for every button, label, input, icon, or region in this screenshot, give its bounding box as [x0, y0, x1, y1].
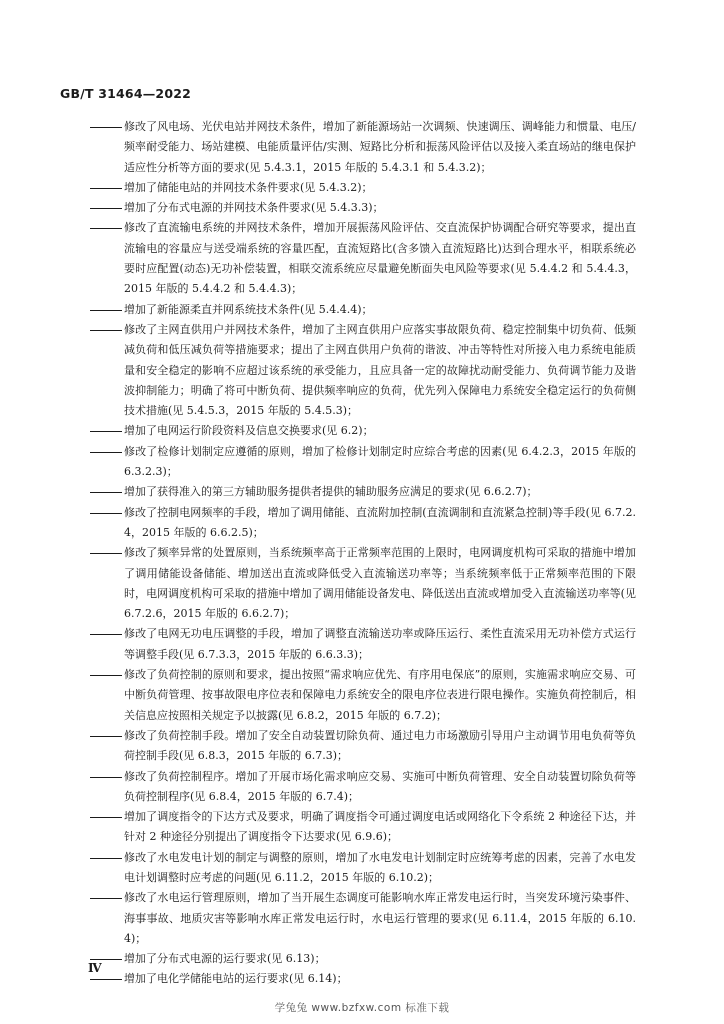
list-item-text: 增加了储能电站的并网技术条件要求(见 5.4.3.2)；: [124, 180, 373, 194]
list-item: [90, 726, 636, 767]
list-item: [90, 218, 636, 299]
list-item-text: 修改了负荷控制的原则和要求，提出按照“需求响应优先、有序用电保底”的原则，实施需求响应交易、可中断负荷管理、按事故限电序位表和保障电力系统安全的限电序位表进行限电操作。实施负荷控制后，相关信息应按照相关规定予以披露(见 6.8.2，2015 年版的 6.7.2)；: [124, 668, 636, 722]
list-item: [90, 949, 636, 969]
list-item: [90, 198, 636, 218]
list-item: [90, 807, 636, 848]
list-item: [90, 767, 636, 808]
list-item-text: 修改了频率异常的处置原则，当系统频率高于正常频率范围的上限时，电网调度机构可采取的措施中增加了调用储能设备储能、增加送出直流或降低受入直流输送功率等；当系统频率低于正常频率范围的下限时，电网调度机构可采取的措施中增加了调用储能设备发电、降低送出直流或增加受入直流输送功率等(见 6.7.2.6，2015 年版的 6.6.2.7)；: [124, 546, 636, 621]
list-item-text: 修改了风电场、光伏电站并网技术条件，增加了新能源场站一次调频、快速调压、调峰能力和惯量、电压/频率耐受能力、场站建模、电能质量评估/实测、短路比分析和振荡风险评估以及接入柔直场站的继电保护适应性分析等方面的要求(见 5.4.3.1，2015 年版的 5.4.3.1 和 5.4.3.2)；: [124, 120, 636, 174]
download-watermark: 学兔兔 www.bzfxw.com 标准下载: [274, 1002, 450, 1014]
list-item-text: 修改了直流输电系统的并网技术条件，增加开展振荡风险评估、交直流保护协调配合研究等要求，提出直流输电的容量应与送受端系统的容量匹配，直流短路比(含多馈入直流短路比)达到合理水平，相联系统必要时应配置(动态)无功补偿装置，相联交流系统应尽量避免断面失电风险等要求(见 5.4.4.2 和 5.4.4.3，2015 年版的 5.4.4.2 和 5.4.4.3)；: [124, 221, 636, 296]
list-item-text: 增加了分布式电源的并网技术条件要求(见 5.4.3.3)；: [124, 201, 384, 215]
list-item: [90, 320, 636, 421]
list-item-text: 增加了调度指令的下达方式及要求，明确了调度指令可通过调度电话或网络化下令系统 2 种途径下达，并针对 2 种途径分别提出了调度指令下达要求(见 6.9.6)；: [124, 810, 636, 844]
list-item-text: 增加了获得准入的第三方辅助服务提供者提供的辅助服务应满足的要求(见 6.6.2.7)；: [124, 485, 538, 499]
list-item: [90, 503, 636, 544]
list-item: [90, 543, 636, 624]
list-item: [90, 969, 636, 989]
list-item: [90, 665, 636, 726]
list-item: [90, 178, 636, 198]
list-item-text: 修改了电网无功电压调整的手段，增加了调整直流输送功率或降压运行、柔性直流采用无功补偿方式运行等调整手段(见 6.7.3.3，2015 年版的 6.6.3.3)；: [124, 627, 636, 661]
list-item: [90, 624, 636, 665]
list-item-text: 修改了检修计划制定应遵循的原则，增加了检修计划制定时应综合考虑的因素(见 6.4.2.3，2015 年版的 6.3.2.3)；: [124, 444, 636, 479]
list-item: [90, 117, 636, 178]
list-item: [90, 888, 636, 949]
list-item-text: 增加了电网运行阶段资料及信息交换要求(见 6.2)；: [124, 424, 374, 438]
standard-number: GB/T 31464—2022: [60, 86, 192, 101]
page-number: Ⅳ: [88, 961, 102, 975]
list-item-text: 增加了分布式电源的运行要求(见 6.13)；: [124, 952, 326, 966]
list-item-text: 修改了负荷控制程序。增加了开展市场化需求响应交易、实施可中断负荷管理、安全自动装置切除负荷等负荷控制程序(见 6.8.4，2015 年版的 6.7.4)；: [124, 769, 636, 803]
list-item-text: 修改了水电发电计划的制定与调整的原则，增加了水电发电计划制定时应统筹考虑的因素，完善了水电发电计划调整时应考虑的问题(见 6.11.2，2015 年版的 6.10.2)；: [124, 850, 636, 884]
list-item-text: 修改了控制电网频率的手段，增加了调用储能、直流附加控制(直流调制和直流紧急控制)等手段(见 6.7.2.4，2015 年版的 6.6.2.5)；: [124, 505, 636, 539]
list-item-text: 修改了主网直供用户并网技术条件，增加了主网直供用户应落实事故限负荷、稳定控制集中切负荷、低频减负荷和低压减负荷等措施要求；提出了主网直供用户负荷的谐波、冲击等特性对所接入电力系统电能质量和安全稳定的影响不应超过该系统的承受能力，且应具备一定的故障扰动耐受能力、负荷调节能力及谐波抑制能力；明确了将可中断负荷、提供频率响应的负荷，优先列入保障电力系统安全稳定运行的负荷侧技术措施(见 5.4.5.3，2015 年版的 5.4.5.3)；: [124, 322, 636, 418]
list-item: [90, 421, 636, 441]
list-item: [90, 442, 636, 483]
list-item-text: 增加了新能源柔直并网系统技术条件(见 5.4.4.4)；: [124, 302, 373, 316]
list-item-text: 修改了水电运行管理原则，增加了当开展生态调度可能影响水库正常发电运行时，当突发环境污染事件、海事事故、地质灾害等影响水库正常发电运行时，水电运行管理的要求(见 6.11.4，2015 年版的 6.10.4)；: [124, 891, 636, 945]
list-item: [90, 300, 636, 320]
list-item-text: 增加了电化学储能电站的运行要求(见 6.14)；: [124, 972, 348, 986]
list-item: [90, 848, 636, 889]
list-item-text: 修改了负荷控制手段。增加了安全自动装置切除负荷、通过电力市场激励引导用户主动调节用电负荷等负荷控制手段(见 6.8.3，2015 年版的 6.7.3)；: [124, 728, 636, 763]
list-item: [90, 482, 636, 502]
change-list: [90, 117, 636, 990]
